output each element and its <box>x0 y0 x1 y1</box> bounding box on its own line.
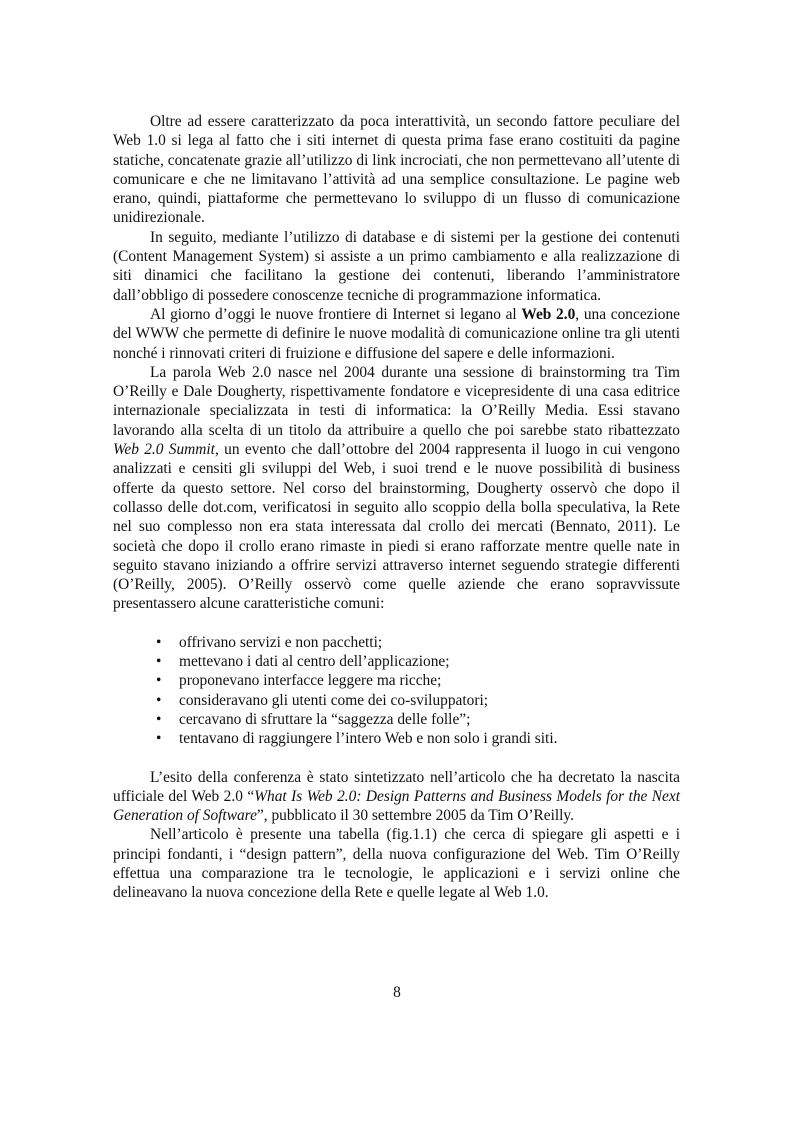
text-segment: , una concezione del WWW che permette di definire le nuove modalità di comunicazione online tra gli utenti nonché i rinnovati criteri di fruizione e diffusione del sapere e delle informazioni. <box>113 305 680 362</box>
text-segment: L’esito della conferenza è stato sintetizzato nell’articolo che ha decretato la nascita ufficiale del Web 2.0 “ <box>113 768 680 805</box>
bullet-icon: • <box>156 691 162 709</box>
list-item <box>113 691 680 710</box>
list-item <box>113 652 680 671</box>
body-text <box>113 112 680 903</box>
bullet-icon: • <box>156 653 162 671</box>
bullet-list <box>113 633 680 749</box>
list-item-text: mettevano i dati al centro dell’applicazione; <box>179 653 450 671</box>
paragraphs-before <box>113 112 680 614</box>
list-item <box>113 671 680 690</box>
bullet-icon: • <box>156 730 162 748</box>
paragraph <box>113 112 680 228</box>
italic-text: Web 2.0 Summit <box>113 441 215 459</box>
list-item-text: proponevano interfacce leggere ma ricche; <box>179 672 442 690</box>
text-segment: , un evento che dall’ottobre del 2004 rappresenta il luogo in cui vengono analizzati e censiti gli sviluppi del Web, i suoi trend e le nuove possibilità di business offerte da questo settore. Nel corso del brainstorming, Dougherty osservò che dopo il collasso delle dot.com, verificatosi in seguito allo scoppio della bolla speculativa, la Rete nel suo complesso non era stata interessata dal crollo dei mercati (Bennato, 2011). Le società che dopo il crollo erano rimaste in piedi si erano rafforzate mentre quelle nate in seguito stavano iniziando a offrire servizi attraverso internet seguendo strategie differenti (O’Reilly, 2005). O’Reilly osservò come quelle aziende che erano sopravvissute presentassero alcune caratteristiche comuni: <box>113 441 680 613</box>
list-item-text: consideravano gli utenti come dei co-sviluppatori; <box>179 691 489 709</box>
page-number: 8 <box>393 984 401 1001</box>
text-segment: In seguito, mediante l’utilizzo di database e di sistemi per la gestione dei contenuti (Content Management System) si assiste a un primo cambiamento e alla realizzazione di siti dinamici che facilitano la gestione dei contenuti, liberando l’amministratore dall’obbligo di possedere conoscenze tecniche di programmazione informatica. <box>113 228 680 304</box>
paragraph <box>113 363 680 614</box>
paragraph <box>113 825 680 902</box>
paragraph <box>113 228 680 305</box>
list-item <box>113 729 680 748</box>
list-item-text: tentavano di raggiungere l’intero Web e non solo i grandi siti. <box>179 730 558 748</box>
list-item-text: cercavano di sfruttare la “saggezza delle folle”; <box>179 710 471 728</box>
italic-text: What Is Web 2.0: Design Patterns and Business Models for the Next Generation of Software <box>113 787 680 825</box>
bullet-icon: • <box>156 710 162 728</box>
text-segment: La parola Web 2.0 nasce nel 2004 durante una sessione di brainstorming tra Tim O’Reilly e Dale Dougherty, rispettivamente fondatore e vicepresidente di una casa editrice internazionale specializzata in testi di informatica: la O’Reilly Media. Essi stavano lavorando alla scelta di un titolo da attribuire a quello che poi sarebbe stato ribattezzato <box>113 363 680 439</box>
bullet-icon: • <box>156 633 162 651</box>
text-segment: Al giorno d’oggi le nuove frontiere di Internet si legano al <box>150 305 522 323</box>
list-item-text: offrivano servizi e non pacchetti; <box>179 633 383 651</box>
paragraph <box>113 305 680 363</box>
bold-text: Web 2.0 <box>521 305 576 323</box>
text-segment: ”, pubblicato il 30 settembre 2005 da Tim O’Reilly. <box>256 807 574 825</box>
paragraphs-after <box>113 768 680 903</box>
list-item <box>113 710 680 729</box>
paragraph <box>113 768 680 826</box>
text-segment: Nell’articolo è presente una tabella (fig.1.1) che cerca di spiegare gli aspetti e i principi fondanti, i “design pattern”, della nuova configurazione del Web. Tim O’Reilly effettua una comparazione tra le tecnologie, le applicazioni e i servizi online che delineavano la nuova concezione della Rete e quelle legate al Web 1.0. <box>113 826 680 902</box>
bullet-icon: • <box>156 672 162 690</box>
text-segment: Oltre ad essere caratterizzato da poca interattività, un secondo fattore peculiare del Web 1.0 si lega al fatto che i siti internet di questa prima fase erano costituiti da pagine statiche, concatenate grazie all’utilizzo di link incrociati, che non permettevano all’utente di comunicare e che ne limitavano l’attività ad una semplice consultazione. Le pagine web erano, quindi, piattaforme che permettevano lo sviluppo di un flusso di comunicazione unidirezionale. <box>113 113 680 227</box>
list-item <box>113 633 680 652</box>
